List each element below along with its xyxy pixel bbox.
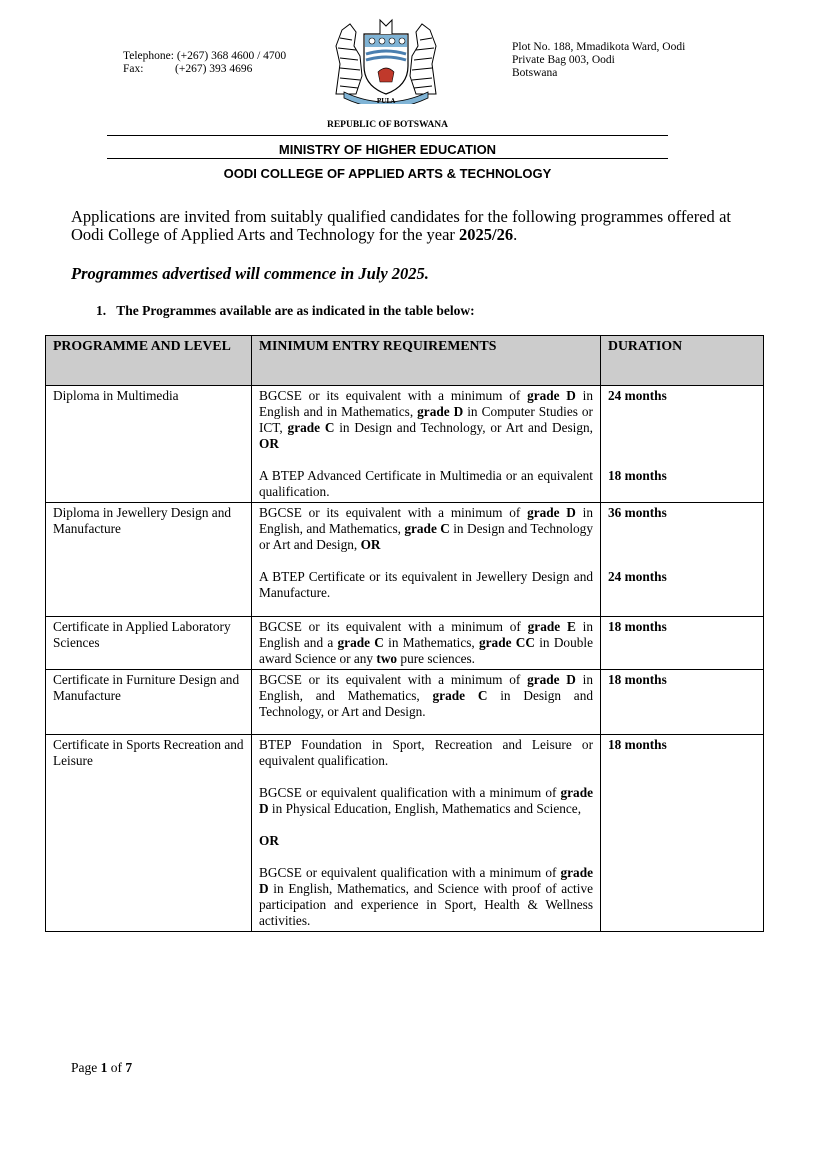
table-row bbox=[46, 670, 764, 735]
programme-cell: Diploma in Jewellery Design and Manufacture bbox=[46, 503, 252, 617]
duration-cell: 18 months bbox=[601, 670, 764, 735]
address-line: Botswana bbox=[512, 67, 558, 79]
address-line: Private Bag 003, Oodi bbox=[512, 54, 615, 66]
contact-info bbox=[123, 50, 286, 76]
table-header-row bbox=[46, 336, 764, 386]
telephone-value: (+267) 368 4600 / 4700 bbox=[176, 50, 287, 62]
col-header-requirements: MINIMUM ENTRY REQUIREMENTS bbox=[252, 336, 601, 386]
college-title: OODI COLLEGE OF APPLIED ARTS & TECHNOLOGY bbox=[223, 166, 552, 181]
header-rule bbox=[107, 135, 668, 136]
programme-cell: Diploma in Multimedia bbox=[46, 386, 252, 503]
intro-text: Applications are invited from suitably qualified candidates for the following programmes offered at Oodi College of Applied Arts and Technology for the year bbox=[71, 207, 731, 244]
crest-banner-text: PULA bbox=[376, 98, 396, 104]
ministry-title: MINISTRY OF HIGHER EDUCATION bbox=[278, 142, 497, 157]
requirements-cell: BGCSE or its equivalent with a minimum of grade E in English and a grade C in Mathematics, grade CC in Double award Science or any two pure sciences. bbox=[252, 617, 601, 670]
commence-note: Programmes advertised will commence in July 2025. bbox=[71, 264, 429, 283]
duration-cell: 24 months 18 months bbox=[601, 386, 764, 503]
header-rule bbox=[107, 158, 668, 159]
table-row bbox=[46, 386, 764, 503]
intro-end: . bbox=[513, 225, 518, 244]
duration-cell: 18 months bbox=[601, 735, 764, 932]
duration-cell: 18 months bbox=[601, 617, 764, 670]
fax-value: (+267) 393 4696 bbox=[175, 63, 253, 75]
duration-cell: 36 months 24 months bbox=[601, 503, 764, 617]
programme-cell: Certificate in Sports Recreation and Leisure bbox=[46, 735, 252, 932]
section-heading: 1. The Programmes available are as indicated in the table below: bbox=[96, 303, 475, 318]
requirements-cell: BGCSE or its equivalent with a minimum of grade D in English, and Mathematics, grade C in Design and Technology or Art and Design, OR A BTEP Certificate or its equivalent in Jewellery Design and Manufacture. bbox=[252, 503, 601, 617]
requirements-cell: BTEP Foundation in Sport, Recreation and Leisure or equivalent qualification. BGCSE or equivalent qualification with a minimum of grade D in Physical Education, English, Mathematics and Science, OR BGCSE or equivalent qualification with a minimum of grade D in English, Mathematics, and Science with proof of active participation and experience in Sport, Health & Wellness activities. bbox=[252, 735, 601, 932]
programmes-table bbox=[45, 335, 764, 932]
table-row bbox=[46, 735, 764, 932]
coat-of-arms-icon bbox=[330, 16, 442, 104]
address-line: Plot No. 188, Mmadikota Ward, Oodi bbox=[512, 41, 686, 53]
republic-label: REPUBLIC OF BOTSWANA bbox=[326, 120, 449, 130]
col-header-programme: PROGRAMME AND LEVEL bbox=[46, 336, 252, 386]
intro-year: 2025/26 bbox=[459, 225, 514, 244]
table-row bbox=[46, 617, 764, 670]
programme-cell: Certificate in Furniture Design and Manufacture bbox=[46, 670, 252, 735]
table-row bbox=[46, 503, 764, 617]
intro-paragraph bbox=[71, 208, 731, 244]
col-header-duration: DURATION bbox=[601, 336, 764, 386]
telephone-label: Telephone: bbox=[123, 50, 174, 62]
requirements-cell: BGCSE or its equivalent with a minimum of grade D in English and in Mathematics, grade D in Computer Studies or ICT, grade C in Design and Technology, or Art and Design, OR A BTEP Advanced Certificate in Multimedia or an equivalent qualification. bbox=[252, 386, 601, 503]
address-block bbox=[512, 41, 685, 80]
programme-cell: Certificate in Applied Laboratory Sciences bbox=[46, 617, 252, 670]
page-number: Page 1 of 7 bbox=[71, 1060, 133, 1075]
requirements-cell: BGCSE or its equivalent with a minimum of grade D in English, and Mathematics, grade C in Design and Technology, or Art and Design. bbox=[252, 670, 601, 735]
fax-label: Fax: bbox=[123, 63, 144, 75]
